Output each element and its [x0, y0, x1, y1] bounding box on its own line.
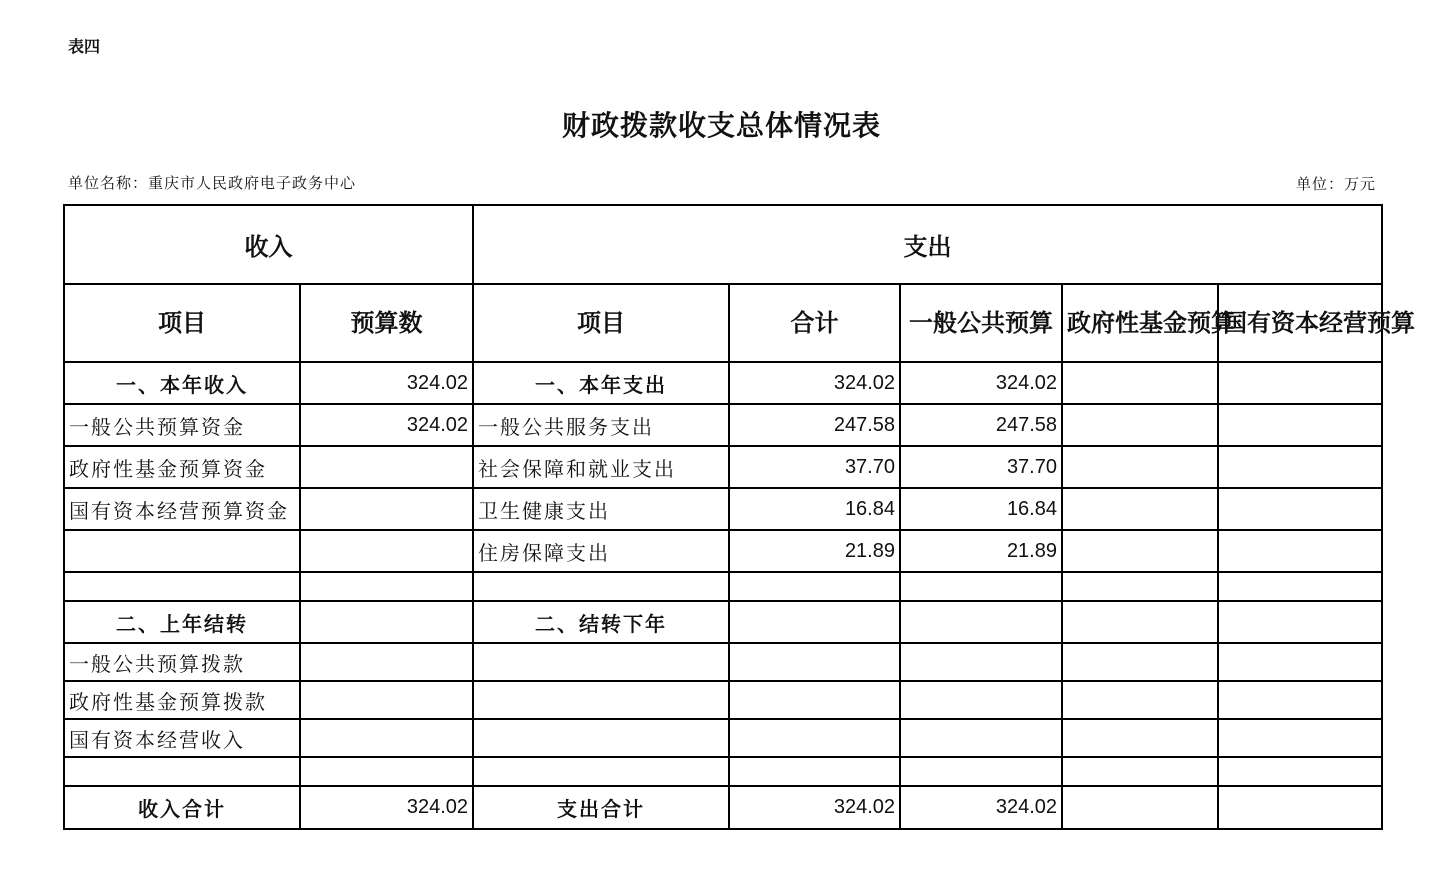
- cell-empty: [900, 681, 1062, 719]
- cell-income-item: [64, 530, 300, 572]
- cell-income-value: 324.02: [300, 362, 473, 404]
- page-title: 财政拨款收支总体情况表: [561, 109, 881, 142]
- cell-income-item: 一般公共预算资金: [64, 404, 300, 446]
- cell-expense-item: 社会保障和就业支出: [473, 446, 729, 488]
- table-row: [64, 530, 1382, 572]
- cell-empty: [473, 719, 729, 757]
- cell-empty: [729, 757, 900, 786]
- cell-empty: [900, 719, 1062, 757]
- cell-total: 37.70: [729, 446, 900, 488]
- cell-state-capital: [1218, 446, 1382, 488]
- cell-state-capital: [1218, 404, 1382, 446]
- expense-total-value: 324.02: [729, 786, 900, 829]
- cell-empty: [1062, 719, 1218, 757]
- cell-total: 324.02: [729, 362, 900, 404]
- totals-row: [64, 786, 1382, 829]
- cell-state-capital: [1218, 786, 1382, 829]
- cell-state-capital: [1218, 601, 1382, 643]
- col-gov-fund: 政府性基金预算: [1062, 284, 1218, 362]
- cell-general: 247.58: [900, 404, 1062, 446]
- cell-expense-item: 一般公共服务支出: [473, 404, 729, 446]
- cell-empty: [300, 572, 473, 601]
- col-state-capital: 国有资本经营预算: [1218, 284, 1382, 362]
- expense-total-label: 支出合计: [473, 786, 729, 829]
- cell-gov-fund: [1062, 601, 1218, 643]
- table-row: [64, 643, 1382, 681]
- cell-empty: [1218, 643, 1382, 681]
- cell-general: 37.70: [900, 446, 1062, 488]
- col-income-budget: 预算数: [300, 284, 473, 362]
- cell-empty: [1062, 681, 1218, 719]
- cell-gov-fund: [1062, 446, 1218, 488]
- cell-empty: [1062, 643, 1218, 681]
- cell-empty: [473, 572, 729, 601]
- table-row: [64, 404, 1382, 446]
- cell-empty: [729, 643, 900, 681]
- cell-empty: [1218, 681, 1382, 719]
- cell-income-value: [300, 446, 473, 488]
- cell-empty: [1218, 572, 1382, 601]
- cell-gov-fund: [1062, 786, 1218, 829]
- unit-name: 单位名称：重庆市人民政府电子政务中心: [68, 174, 357, 192]
- cell-gov-fund: [1062, 530, 1218, 572]
- table-row: [64, 681, 1382, 719]
- cell-income-item: 政府性基金预算拨款: [64, 681, 300, 719]
- cell-gov-fund: [1062, 362, 1218, 404]
- cell-total: 247.58: [729, 404, 900, 446]
- cell-empty: [900, 757, 1062, 786]
- col-expense-item: 项目: [473, 284, 729, 362]
- cell-empty: [900, 572, 1062, 601]
- cell-empty: [300, 643, 473, 681]
- cell-empty: [300, 757, 473, 786]
- col-general-budget: 一般公共预算: [900, 284, 1062, 362]
- col-total: 合计: [729, 284, 900, 362]
- unit-label: 单位：万元: [1295, 175, 1376, 193]
- table-row: [64, 757, 1382, 786]
- cell-empty: [300, 719, 473, 757]
- cell-general: 21.89: [900, 530, 1062, 572]
- cell-empty: [729, 681, 900, 719]
- table-row: [64, 446, 1382, 488]
- table-row: [64, 362, 1382, 404]
- cell-total: 16.84: [729, 488, 900, 530]
- cell-empty: [300, 681, 473, 719]
- col-income-item: 项目: [64, 284, 300, 362]
- income-total-value: 324.02: [300, 786, 473, 829]
- cell-state-capital: [1218, 530, 1382, 572]
- cell-empty: [1062, 757, 1218, 786]
- cell-total: 21.89: [729, 530, 900, 572]
- header-row-top: [64, 205, 1382, 284]
- income-total-label: 收入合计: [64, 786, 300, 829]
- cell-income-item: 政府性基金预算资金: [64, 446, 300, 488]
- cell-income-item: 一般公共预算拨款: [64, 643, 300, 681]
- table-row: [64, 572, 1382, 601]
- table-row: [64, 488, 1382, 530]
- cell-income-value: [300, 601, 473, 643]
- cell-income-value: [300, 488, 473, 530]
- cell-empty: [473, 643, 729, 681]
- cell-income-value: [300, 530, 473, 572]
- header-row-sub: [64, 284, 1382, 362]
- table-row: [64, 601, 1382, 643]
- cell-empty: [473, 757, 729, 786]
- cell-empty: [1218, 719, 1382, 757]
- cell-expense-item: 一、本年支出: [473, 362, 729, 404]
- table-row: [64, 719, 1382, 757]
- cell-empty: [64, 572, 300, 601]
- cell-income-item: 一、本年收入: [64, 362, 300, 404]
- cell-income-item: 国有资本经营收入: [64, 719, 300, 757]
- cell-empty: [64, 757, 300, 786]
- cell-empty: [473, 681, 729, 719]
- expense-header: 支出: [473, 205, 1382, 284]
- cell-general: [900, 601, 1062, 643]
- cell-expense-item: 二、结转下年: [473, 601, 729, 643]
- cell-empty: [1062, 572, 1218, 601]
- cell-income-item: 国有资本经营预算资金: [64, 488, 300, 530]
- cell-state-capital: [1218, 362, 1382, 404]
- finance-table: [63, 204, 1415, 830]
- cell-income-value: 324.02: [300, 404, 473, 446]
- cell-empty: [1218, 757, 1382, 786]
- cell-state-capital: [1218, 488, 1382, 530]
- cell-empty: [729, 719, 900, 757]
- cell-gov-fund: [1062, 404, 1218, 446]
- cell-gov-fund: [1062, 488, 1218, 530]
- cell-general: 324.02: [900, 362, 1062, 404]
- cell-total: [729, 601, 900, 643]
- income-header: 收入: [64, 205, 473, 284]
- cell-expense-item: 卫生健康支出: [473, 488, 729, 530]
- cell-general: 16.84: [900, 488, 1062, 530]
- table-label: 表四: [68, 37, 101, 56]
- cell-income-item: 二、上年结转: [64, 601, 300, 643]
- cell-empty: [900, 643, 1062, 681]
- cell-expense-item: 住房保障支出: [473, 530, 729, 572]
- cell-empty: [729, 572, 900, 601]
- general-total-value: 324.02: [900, 786, 1062, 829]
